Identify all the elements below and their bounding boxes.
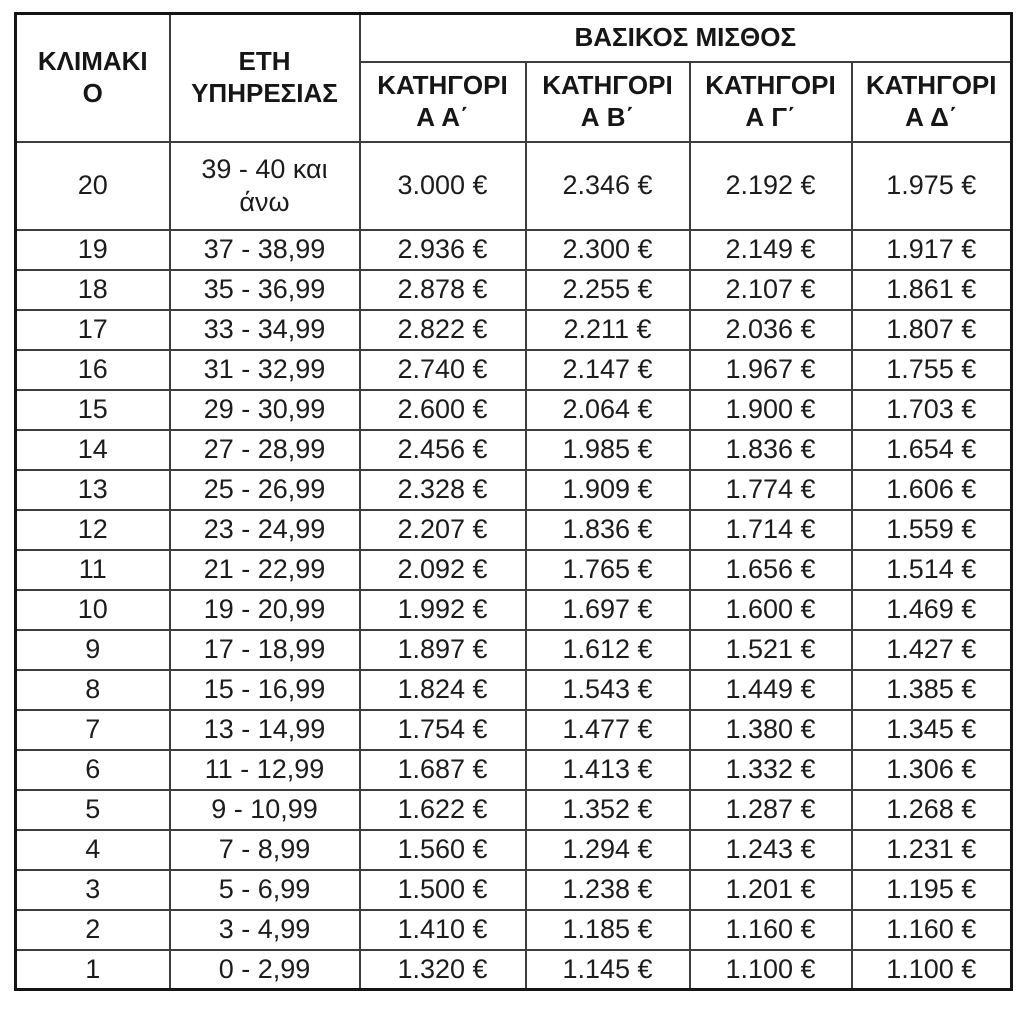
cell-salary-category-d: 1.427 € [852,630,1012,670]
cell-salary-category-g: 2.036 € [690,310,852,350]
cell-years: 23 - 24,99 [170,510,360,550]
cell-years: 39 - 40 και άνω [170,142,360,230]
cell-salary-category-a: 2.092 € [360,550,526,590]
cell-salary-category-b: 1.352 € [526,790,690,830]
table-row [16,390,1012,430]
cell-salary-category-b: 1.985 € [526,430,690,470]
header-row-group [16,14,1012,62]
cell-salary-category-a: 1.410 € [360,910,526,950]
cell-years: 5 - 6,99 [170,870,360,910]
cell-salary-category-a: 1.992 € [360,590,526,630]
cell-salary-category-d: 1.385 € [852,670,1012,710]
cell-years: 19 - 20,99 [170,590,360,630]
cell-grade: 13 [16,470,170,510]
cell-salary-category-b: 1.413 € [526,750,690,790]
table-row [16,230,1012,270]
header-years-line2: ΥΠΗΡΕΣΙΑΣ [191,77,338,108]
cell-salary-category-g: 1.287 € [690,790,852,830]
table-row [16,710,1012,750]
cell-salary-category-b: 1.836 € [526,510,690,550]
header-category-line2: Α Α΄ [416,101,469,132]
cell-salary-category-b: 2.300 € [526,230,690,270]
cell-salary-category-b: 1.543 € [526,670,690,710]
header-category-line2: Α Β΄ [580,101,635,132]
cell-salary-category-d: 1.755 € [852,350,1012,390]
cell-grade: 18 [16,270,170,310]
cell-salary-category-b: 2.346 € [526,142,690,230]
cell-salary-category-d: 1.654 € [852,430,1012,470]
cell-salary-category-a: 1.622 € [360,790,526,830]
table-body [16,142,1012,990]
cell-salary-category-g: 1.380 € [690,710,852,750]
cell-salary-category-a: 1.754 € [360,710,526,750]
salary-table [14,12,1013,991]
cell-years: 15 - 16,99 [170,670,360,710]
cell-salary-category-d: 1.160 € [852,910,1012,950]
cell-salary-category-d: 1.514 € [852,550,1012,590]
cell-salary-category-d: 1.703 € [852,390,1012,430]
cell-grade: 7 [16,710,170,750]
header-category-line2: Α Γ΄ [745,101,796,132]
cell-salary-category-b: 2.255 € [526,270,690,310]
cell-grade: 6 [16,750,170,790]
table-row [16,790,1012,830]
cell-salary-category-d: 1.345 € [852,710,1012,750]
cell-years: 33 - 34,99 [170,310,360,350]
header-grade [16,14,170,142]
cell-salary-category-b: 1.909 € [526,470,690,510]
cell-salary-category-d: 1.606 € [852,470,1012,510]
cell-salary-category-g: 1.100 € [690,950,852,990]
cell-years: 25 - 26,99 [170,470,360,510]
cell-grade: 9 [16,630,170,670]
cell-years: 21 - 22,99 [170,550,360,590]
table-row [16,142,1012,230]
table-row [16,630,1012,670]
header-grade-line2: Ο [82,77,103,108]
cell-salary-category-d: 1.861 € [852,270,1012,310]
cell-years: 35 - 36,99 [170,270,360,310]
table-row [16,830,1012,870]
cell-salary-category-g: 2.192 € [690,142,852,230]
cell-grade: 14 [16,430,170,470]
cell-years: 9 - 10,99 [170,790,360,830]
table-row [16,470,1012,510]
cell-salary-category-d: 1.917 € [852,230,1012,270]
cell-years: 17 - 18,99 [170,630,360,670]
header-years-of-service [170,14,360,142]
cell-salary-category-b: 1.477 € [526,710,690,750]
cell-years: 29 - 30,99 [170,390,360,430]
header-category-line1: ΚΑΤΗΓΟΡΙ [866,69,997,100]
cell-grade: 20 [16,142,170,230]
cell-salary-category-a: 1.320 € [360,950,526,990]
table-row [16,310,1012,350]
cell-salary-category-b: 1.185 € [526,910,690,950]
cell-salary-category-a: 1.824 € [360,670,526,710]
table-row [16,910,1012,950]
cell-salary-category-b: 1.612 € [526,630,690,670]
cell-salary-category-a: 2.207 € [360,510,526,550]
cell-salary-category-b: 2.147 € [526,350,690,390]
cell-salary-category-g: 1.160 € [690,910,852,950]
cell-grade: 19 [16,230,170,270]
cell-years: 3 - 4,99 [170,910,360,950]
cell-salary-category-a: 2.878 € [360,270,526,310]
table-row [16,670,1012,710]
cell-salary-category-b: 1.697 € [526,590,690,630]
cell-salary-category-d: 1.231 € [852,830,1012,870]
header-basic-salary: ΒΑΣΙΚΟΣ ΜΙΣΘΟΣ [360,14,1012,62]
cell-years: 31 - 32,99 [170,350,360,390]
table-row [16,430,1012,470]
cell-grade: 5 [16,790,170,830]
cell-years: 27 - 28,99 [170,430,360,470]
cell-salary-category-d: 1.306 € [852,750,1012,790]
cell-salary-category-b: 2.211 € [526,310,690,350]
header-category-d [852,62,1012,142]
cell-salary-category-b: 2.064 € [526,390,690,430]
cell-salary-category-d: 1.559 € [852,510,1012,550]
cell-grade: 10 [16,590,170,630]
cell-years: 13 - 14,99 [170,710,360,750]
cell-grade: 12 [16,510,170,550]
cell-salary-category-g: 1.600 € [690,590,852,630]
cell-grade: 1 [16,950,170,990]
cell-salary-category-b: 1.765 € [526,550,690,590]
cell-salary-category-g: 1.449 € [690,670,852,710]
cell-salary-category-a: 2.740 € [360,350,526,390]
cell-salary-category-d: 1.469 € [852,590,1012,630]
cell-salary-category-b: 1.294 € [526,830,690,870]
cell-salary-category-a: 2.600 € [360,390,526,430]
cell-salary-category-a: 1.560 € [360,830,526,870]
header-category-line2: Α Δ΄ [905,101,958,132]
cell-salary-category-g: 1.243 € [690,830,852,870]
cell-salary-category-d: 1.807 € [852,310,1012,350]
cell-salary-category-g: 1.836 € [690,430,852,470]
cell-grade: 2 [16,910,170,950]
cell-salary-category-b: 1.238 € [526,870,690,910]
cell-salary-category-a: 2.822 € [360,310,526,350]
cell-salary-category-g: 1.774 € [690,470,852,510]
cell-years: 37 - 38,99 [170,230,360,270]
table-row [16,550,1012,590]
cell-salary-category-a: 3.000 € [360,142,526,230]
header-category-b [526,62,690,142]
cell-salary-category-g: 2.107 € [690,270,852,310]
header-category-line1: ΚΑΤΗΓΟΡΙ [377,69,508,100]
table-row [16,590,1012,630]
cell-salary-category-g: 1.656 € [690,550,852,590]
cell-years: 0 - 2,99 [170,950,360,990]
cell-salary-category-g: 1.967 € [690,350,852,390]
cell-salary-category-a: 1.897 € [360,630,526,670]
cell-years: 11 - 12,99 [170,750,360,790]
table-row [16,750,1012,790]
header-category-a [360,62,526,142]
cell-grade: 8 [16,670,170,710]
cell-salary-category-a: 1.500 € [360,870,526,910]
table-row [16,350,1012,390]
cell-salary-category-d: 1.268 € [852,790,1012,830]
cell-grade: 16 [16,350,170,390]
table-row [16,510,1012,550]
header-category-g [690,62,852,142]
cell-salary-category-a: 2.328 € [360,470,526,510]
cell-salary-category-d: 1.100 € [852,950,1012,990]
cell-grade: 3 [16,870,170,910]
cell-grade: 11 [16,550,170,590]
table-row [16,950,1012,990]
header-grade-line1: ΚΛΙΜΑΚΙ [37,46,148,77]
cell-salary-category-b: 1.145 € [526,950,690,990]
cell-salary-category-d: 1.975 € [852,142,1012,230]
table-row [16,870,1012,910]
cell-salary-category-g: 1.900 € [690,390,852,430]
cell-salary-category-a: 1.687 € [360,750,526,790]
header-years-line1: ΕΤΗ [238,46,291,77]
table-row [16,270,1012,310]
cell-years: 7 - 8,99 [170,830,360,870]
cell-grade: 17 [16,310,170,350]
cell-grade: 15 [16,390,170,430]
cell-grade: 4 [16,830,170,870]
header-category-line1: ΚΑΤΗΓΟΡΙ [542,69,673,100]
cell-salary-category-g: 2.149 € [690,230,852,270]
cell-salary-category-a: 2.936 € [360,230,526,270]
cell-salary-category-g: 1.332 € [690,750,852,790]
cell-salary-category-g: 1.201 € [690,870,852,910]
cell-salary-category-a: 2.456 € [360,430,526,470]
cell-salary-category-d: 1.195 € [852,870,1012,910]
cell-salary-category-g: 1.714 € [690,510,852,550]
header-category-line1: ΚΑΤΗΓΟΡΙ [705,69,836,100]
cell-salary-category-g: 1.521 € [690,630,852,670]
